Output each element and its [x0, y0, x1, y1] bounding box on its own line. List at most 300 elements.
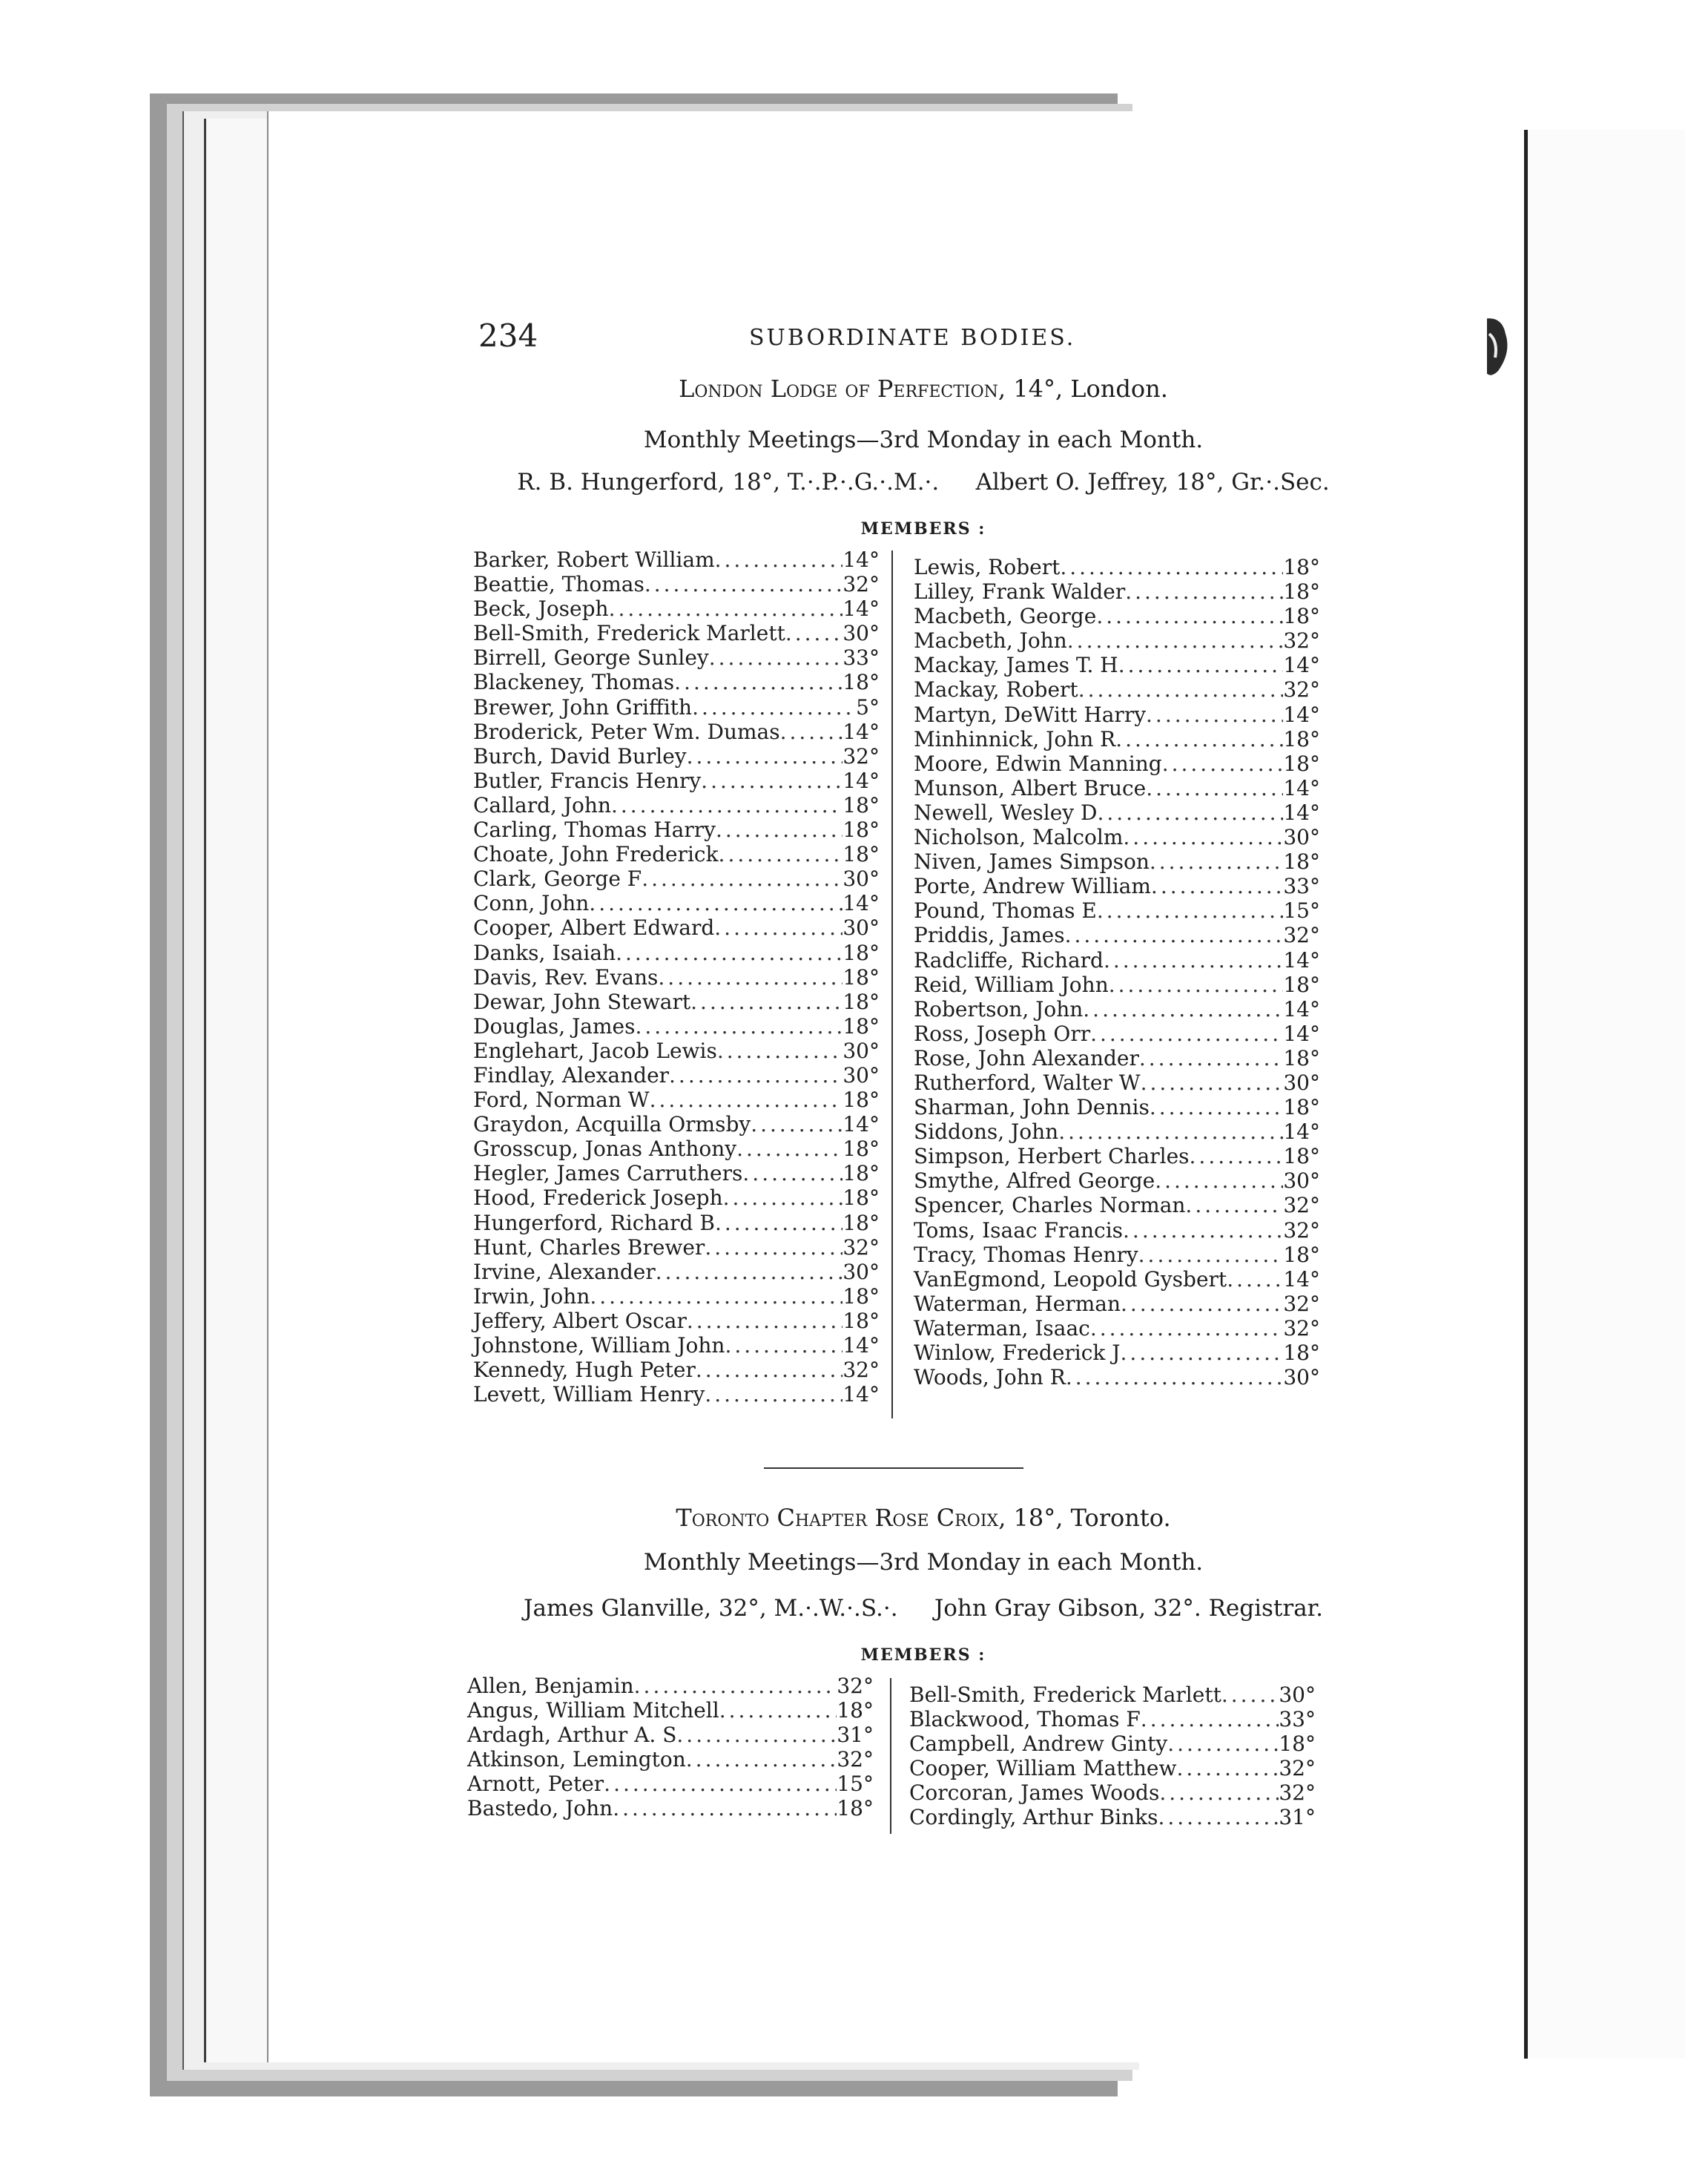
member-row: [914, 1144, 1320, 1168]
member-degree: 32°: [1283, 1217, 1320, 1243]
member-name: Blackwood, Thomas F: [909, 1707, 1141, 1732]
member-name: Lewis, Robert: [914, 555, 1061, 579]
member-row: [914, 1046, 1320, 1070]
dot-leader: [1096, 604, 1283, 628]
meetings-line: Monthly Meetings—3rd Monday in each Month.: [643, 427, 1204, 453]
member-name: Hunt, Charles Brewer: [473, 1234, 705, 1260]
member-row: [914, 997, 1320, 1022]
dot-leader: [634, 1674, 837, 1698]
member-degree: 14°: [1283, 1266, 1320, 1292]
member-row: [473, 670, 880, 694]
member-degree: 15°: [837, 1772, 874, 1797]
member-row: [473, 915, 880, 940]
dot-leader: [590, 1284, 842, 1309]
member-name: Reid, William John: [914, 972, 1109, 997]
member-row: [914, 898, 1320, 923]
member-degree: 18°: [842, 940, 880, 965]
section-title-degree: 18°, Toronto.: [1013, 1504, 1171, 1532]
member-name: Nicholson, Malcolm: [914, 825, 1124, 850]
dot-leader: [658, 965, 842, 990]
member-degree: 18°: [842, 1210, 880, 1235]
member-degree: 14°: [1283, 775, 1320, 800]
member-row: [909, 1756, 1316, 1780]
column-divider: [891, 550, 893, 1418]
member-degree: 33°: [1283, 874, 1320, 899]
dot-leader: [642, 866, 842, 891]
member-degree: 14°: [1283, 702, 1320, 727]
member-name: Newell, Wesley D: [914, 800, 1098, 825]
member-name: Campbell, Andrew Ginty: [909, 1731, 1168, 1757]
member-name: Allen, Benjamin: [467, 1674, 634, 1698]
dot-leader: [714, 915, 842, 940]
member-degree: 14°: [842, 1112, 880, 1137]
member-degree: 18°: [842, 792, 880, 818]
dot-leader: [1221, 1683, 1279, 1707]
member-degree: 32°: [1283, 1291, 1320, 1316]
dot-leader: [604, 1772, 837, 1796]
dot-leader: [1141, 1707, 1279, 1731]
member-row: [909, 1683, 1316, 1707]
member-degree: 14°: [842, 547, 880, 572]
member-degree: 14°: [1283, 947, 1320, 973]
running-head: SUBORDINATE BODIES.: [749, 325, 1076, 351]
member-name: Blackeney, Thomas: [473, 670, 675, 695]
member-row: [473, 1235, 880, 1260]
member-name: Dewar, John Stewart: [473, 989, 691, 1014]
member-name: Ardagh, Arthur A. S: [467, 1723, 677, 1748]
member-row: [914, 1119, 1320, 1144]
member-degree: 18°: [842, 842, 880, 867]
member-degree: 33°: [1279, 1707, 1316, 1732]
member-degree: 15°: [1283, 898, 1320, 924]
member-row: [473, 1382, 880, 1407]
member-name: Butler, Francis Henry: [473, 768, 702, 793]
member-row: [473, 1309, 880, 1333]
member-row: [914, 800, 1320, 825]
dot-leader: [650, 1088, 843, 1112]
dot-leader: [719, 1698, 837, 1723]
dot-leader: [705, 1235, 842, 1260]
member-row: [473, 547, 880, 572]
member-name: Cooper, Albert Edward: [473, 915, 715, 941]
section-title-name: Toronto Chapter Rose Croix,: [676, 1504, 1006, 1532]
dot-leader: [1109, 973, 1284, 997]
member-degree: 32°: [842, 1234, 880, 1260]
member-degree: 18°: [842, 670, 880, 695]
member-name: Douglas, James: [473, 1013, 636, 1039]
member-degree: 32°: [842, 1358, 880, 1383]
member-row: [473, 1014, 880, 1039]
dot-leader: [785, 621, 843, 645]
member-row: [473, 1039, 880, 1063]
section-title-name: London Lodge of Perfection,: [679, 375, 1006, 403]
member-row: [473, 720, 880, 744]
member-name: Lilley, Frank Walder: [914, 579, 1126, 605]
member-row: [467, 1772, 874, 1796]
member-degree: 18°: [1283, 751, 1320, 776]
member-name: Beattie, Thomas: [473, 572, 644, 597]
officer-left: James Glanville, 32°, M.·.W.·.S.·.: [524, 1595, 898, 1622]
dot-leader: [725, 1333, 842, 1358]
member-row: [473, 866, 880, 891]
dot-leader: [690, 990, 842, 1014]
member-name: Woods, John R: [914, 1365, 1066, 1390]
member-row: [914, 555, 1320, 579]
member-degree: 18°: [1283, 555, 1320, 579]
member-name: Spencer, Charles Norman: [914, 1193, 1186, 1218]
dot-leader: [1150, 849, 1284, 874]
member-degree: 30°: [1283, 825, 1320, 850]
member-name: Irwin, John: [473, 1283, 590, 1309]
member-degree: 18°: [1283, 1095, 1320, 1120]
member-name: Irvine, Alexander: [473, 1259, 656, 1284]
member-degree: 31°: [837, 1723, 874, 1748]
member-row: [473, 891, 880, 915]
member-degree: 32°: [1283, 628, 1320, 654]
member-row: [473, 1161, 880, 1185]
member-degree: 18°: [842, 989, 880, 1014]
dot-leader: [1125, 579, 1283, 604]
member-name: Simpson, Herbert Charles: [914, 1144, 1190, 1169]
dot-leader: [719, 842, 843, 866]
member-row: [914, 825, 1320, 849]
member-name: Tracy, Thomas Henry: [914, 1242, 1138, 1267]
member-row: [473, 744, 880, 769]
member-row: [473, 1333, 880, 1358]
member-name: Johnstone, William John: [473, 1333, 725, 1358]
member-row: [473, 621, 880, 645]
dot-leader: [715, 547, 843, 572]
member-degree: 32°: [1283, 923, 1320, 948]
member-name: Bell-Smith, Frederick Marlett: [473, 621, 785, 646]
member-degree: 14°: [1283, 653, 1320, 678]
dot-leader: [701, 769, 842, 793]
member-degree: 14°: [842, 596, 880, 622]
member-degree: 18°: [1283, 849, 1320, 875]
member-name: Pound, Thomas E: [914, 898, 1097, 924]
dot-leader: [1141, 1070, 1284, 1095]
dot-leader: [1121, 1341, 1284, 1365]
officers-line: [415, 1595, 1431, 1622]
dot-leader: [736, 1137, 842, 1161]
members-column-left: [473, 547, 880, 1407]
member-name: Callard, John: [473, 792, 611, 818]
dot-leader: [751, 1112, 842, 1137]
member-degree: 30°: [842, 621, 880, 646]
member-name: Birrell, George Sunley: [473, 645, 709, 671]
member-degree: 32°: [1279, 1756, 1316, 1781]
dot-leader: [1176, 1756, 1279, 1780]
member-row: [473, 1284, 880, 1309]
member-name: Englehart, Jacob Lewis: [473, 1038, 717, 1063]
member-row: [473, 1358, 880, 1382]
dot-leader: [1118, 653, 1284, 677]
member-name: Grosscup, Jonas Anthony: [473, 1137, 737, 1162]
member-name: Munson, Albert Bruce: [914, 775, 1147, 800]
dot-leader: [1097, 898, 1283, 923]
member-degree: 14°: [842, 768, 880, 793]
page-number: 234: [478, 318, 538, 354]
member-row: [914, 948, 1320, 973]
member-degree: 5°: [856, 694, 880, 720]
dot-leader: [1138, 1243, 1284, 1267]
dot-leader: [1083, 997, 1283, 1022]
dot-leader: [644, 572, 843, 596]
member-degree: 18°: [842, 1185, 880, 1211]
officer-right: Albert O. Jeffrey, 18°, Gr.·.Sec.: [975, 469, 1330, 496]
member-name: Findlay, Alexander: [473, 1062, 670, 1088]
meetings-line: Monthly Meetings—3rd Monday in each Month.: [643, 1549, 1204, 1576]
member-name: Radcliffe, Richard: [914, 947, 1104, 973]
member-name: Choate, John Frederick: [473, 842, 719, 867]
member-row: [473, 596, 880, 621]
dot-leader: [716, 818, 842, 842]
member-row: [914, 1193, 1320, 1217]
member-row: [467, 1747, 874, 1772]
dot-leader: [1227, 1267, 1283, 1292]
member-degree: 18°: [842, 1137, 880, 1162]
member-degree: 18°: [1283, 1045, 1320, 1070]
member-degree: 33°: [842, 645, 880, 671]
member-name: Burch, David Burley: [473, 743, 687, 769]
member-name: Arnott, Peter: [467, 1772, 604, 1797]
member-name: Ross, Joseph Orr: [914, 1021, 1091, 1046]
member-degree: 30°: [1279, 1683, 1316, 1707]
member-row: [473, 695, 880, 720]
member-row: [914, 1365, 1320, 1389]
member-degree: 18°: [842, 1308, 880, 1333]
member-row: [473, 1063, 880, 1088]
member-degree: 30°: [1283, 1070, 1320, 1095]
member-row: [914, 1022, 1320, 1046]
member-row: [467, 1698, 874, 1723]
dot-leader: [1123, 825, 1283, 849]
member-degree: 30°: [1283, 1365, 1320, 1390]
member-row: [914, 1218, 1320, 1243]
member-row: [473, 1112, 880, 1137]
member-row: [914, 874, 1320, 898]
member-degree: 18°: [842, 1161, 880, 1186]
member-row: [473, 1260, 880, 1284]
dot-leader: [780, 720, 843, 744]
dot-leader: [1151, 874, 1283, 898]
dot-leader: [1104, 948, 1283, 973]
dot-leader: [656, 1260, 843, 1284]
member-row: [914, 973, 1320, 997]
dot-leader: [1058, 1119, 1283, 1144]
member-degree: 32°: [842, 743, 880, 769]
member-name: Corcoran, James Woods: [909, 1780, 1160, 1806]
officer-right: John Gray Gibson, 32°. Registrar.: [934, 1595, 1323, 1622]
member-name: Davis, Rev. Evans: [473, 964, 659, 990]
dot-leader: [1060, 555, 1283, 579]
member-row: [473, 1137, 880, 1161]
member-degree: 14°: [842, 719, 880, 744]
dot-leader: [609, 596, 843, 621]
members-heading: MEMBERS :: [860, 519, 986, 539]
member-name: Mackay, Robert: [914, 677, 1078, 703]
member-name: Danks, Isaiah: [473, 940, 616, 965]
member-degree: 18°: [1283, 579, 1320, 605]
dot-leader: [674, 670, 842, 694]
member-name: Cordingly, Arthur Binks: [909, 1805, 1158, 1830]
member-row: [467, 1723, 874, 1747]
member-row: [914, 628, 1320, 653]
member-row: [467, 1674, 874, 1698]
member-name: Porte, Andrew William: [914, 874, 1151, 899]
member-degree: 18°: [1283, 1341, 1320, 1365]
member-degree: 14°: [842, 1333, 880, 1358]
member-name: Bell-Smith, Frederick Marlett: [909, 1683, 1221, 1707]
dot-leader: [715, 1211, 842, 1235]
member-degree: 18°: [842, 964, 880, 990]
member-row: [473, 645, 880, 670]
member-row: [914, 1292, 1320, 1316]
dot-leader: [1190, 1144, 1284, 1168]
officers-line: [415, 469, 1431, 496]
dot-leader: [1155, 1168, 1283, 1193]
member-row: [914, 653, 1320, 677]
member-row: [473, 572, 880, 596]
member-row: [914, 579, 1320, 604]
member-name: Cooper, William Matthew: [909, 1756, 1177, 1781]
member-name: Robertson, John: [914, 996, 1084, 1022]
member-degree: 18°: [842, 818, 880, 843]
member-row: [914, 703, 1320, 727]
dot-leader: [705, 1382, 842, 1407]
member-name: Angus, William Mitchell: [467, 1698, 719, 1723]
dot-leader: [1150, 1095, 1284, 1119]
member-row: [467, 1796, 874, 1820]
member-name: Macbeth, John: [914, 628, 1067, 654]
member-row: [914, 1095, 1320, 1119]
member-row: [914, 1341, 1320, 1365]
member-row: [914, 1243, 1320, 1267]
dot-leader: [616, 941, 842, 965]
member-name: Atkinson, Lemington: [467, 1747, 686, 1772]
member-degree: 14°: [842, 1382, 880, 1407]
dot-leader: [636, 1014, 843, 1039]
dot-leader: [1159, 1780, 1279, 1805]
member-row: [914, 1267, 1320, 1292]
member-row: [914, 776, 1320, 800]
dot-leader: [669, 1063, 842, 1088]
dot-leader: [1066, 1365, 1284, 1389]
member-degree: 32°: [837, 1747, 874, 1772]
member-name: Levett, William Henry: [473, 1382, 705, 1407]
dot-leader: [1185, 1193, 1283, 1217]
member-name: Winlow, Frederick J: [914, 1341, 1121, 1365]
dot-leader: [687, 744, 843, 769]
member-degree: 32°: [842, 572, 880, 597]
member-row: [473, 1088, 880, 1112]
member-name: Clark, George F: [473, 866, 642, 892]
member-name: Kennedy, Hugh Peter: [473, 1358, 696, 1383]
member-row: [473, 965, 880, 990]
member-row: [473, 769, 880, 793]
member-name: Carling, Thomas Harry: [473, 818, 716, 843]
member-row: [914, 604, 1320, 628]
dot-leader: [692, 695, 856, 720]
section-title-degree: 14°, London.: [1013, 375, 1168, 403]
member-name: Waterman, Herman: [914, 1291, 1121, 1316]
member-name: Martyn, DeWitt Harry: [914, 702, 1147, 727]
member-name: Niven, James Simpson: [914, 849, 1150, 875]
dot-leader: [676, 1723, 837, 1747]
member-degree: 30°: [842, 1062, 880, 1088]
member-name: Ford, Norman W: [473, 1088, 650, 1113]
dot-leader: [687, 1309, 843, 1333]
member-degree: 30°: [842, 1038, 880, 1063]
member-row: [909, 1731, 1316, 1756]
member-row: [473, 941, 880, 965]
member-degree: 31°: [1279, 1805, 1316, 1830]
member-row: [473, 793, 880, 818]
member-degree: 32°: [837, 1674, 874, 1698]
dot-leader: [696, 1358, 842, 1382]
section-title: [415, 375, 1431, 403]
member-row: [914, 751, 1320, 776]
member-row: [914, 677, 1320, 702]
member-name: Minhinnick, John R: [914, 726, 1116, 751]
member-degree: 18°: [837, 1796, 874, 1821]
member-name: Waterman, Isaac: [914, 1315, 1090, 1341]
member-degree: 14°: [1283, 1021, 1320, 1046]
dot-leader: [1121, 1292, 1283, 1316]
member-row: [909, 1805, 1316, 1829]
members-column-right: [909, 1683, 1316, 1830]
dot-leader: [1139, 1046, 1283, 1070]
member-name: Macbeth, George: [914, 604, 1097, 629]
member-degree: 30°: [842, 1259, 880, 1284]
dot-leader: [1123, 1218, 1283, 1243]
member-degree: 30°: [842, 866, 880, 892]
dot-leader: [1115, 727, 1283, 751]
member-row: [473, 990, 880, 1014]
member-name: Priddis, James: [914, 923, 1065, 948]
facing-page-edge: [1524, 130, 1685, 2059]
dot-leader: [1097, 800, 1283, 825]
officer-left: R. B. Hungerford, 18°, T.·.P.·.G.·.M.·.: [517, 469, 940, 496]
dot-leader: [1078, 677, 1284, 702]
member-degree: 18°: [1283, 972, 1320, 997]
section-title: [415, 1504, 1431, 1532]
dot-leader: [1090, 1316, 1284, 1341]
member-name: Sharman, John Dennis: [914, 1095, 1150, 1120]
member-degree: 14°: [1283, 800, 1320, 825]
dot-leader: [1067, 628, 1284, 653]
member-name: VanEgmond, Leopold Gysbert: [914, 1266, 1227, 1292]
member-name: Hood, Frederick Joseph: [473, 1185, 723, 1211]
member-name: Rose, John Alexander: [914, 1045, 1139, 1070]
member-degree: 32°: [1283, 1193, 1320, 1218]
member-degree: 30°: [1283, 1168, 1320, 1194]
member-name: Rutherford, Walter W: [914, 1070, 1141, 1095]
dot-leader: [611, 793, 842, 818]
member-row: [909, 1780, 1316, 1805]
member-name: Smythe, Alfred George: [914, 1168, 1155, 1194]
member-row: [914, 923, 1320, 947]
dot-leader: [1146, 776, 1283, 800]
member-name: Jeffery, Albert Oscar: [473, 1308, 687, 1333]
dot-leader: [1158, 1805, 1279, 1829]
member-degree: 18°: [1283, 604, 1320, 629]
member-row: [914, 727, 1320, 751]
member-name: Barker, Robert William: [473, 547, 715, 572]
member-degree: 18°: [1283, 1144, 1320, 1169]
dot-leader: [723, 1185, 843, 1210]
dot-leader: [686, 1747, 837, 1772]
